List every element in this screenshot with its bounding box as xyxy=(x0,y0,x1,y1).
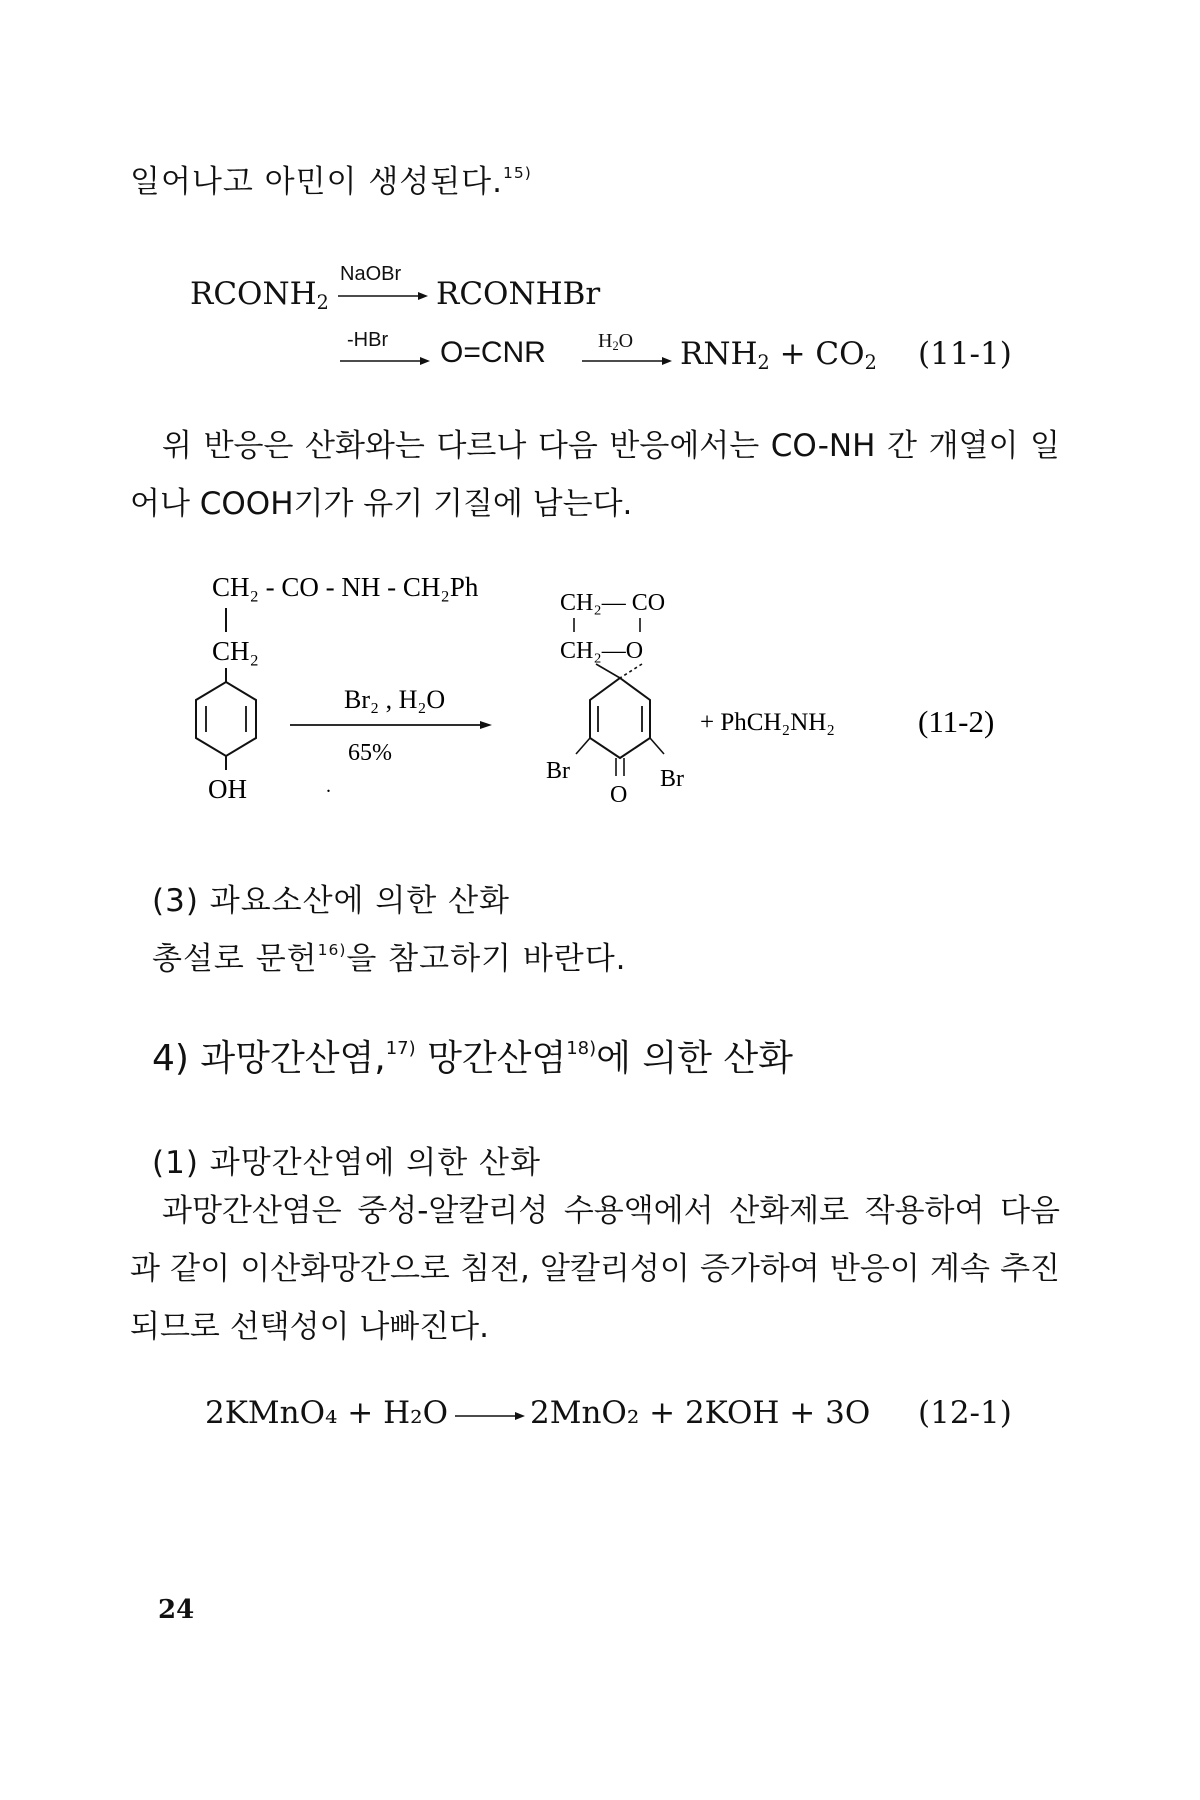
subsection-3-text xyxy=(152,933,627,978)
lactone-bottom-label: CH₂—O xyxy=(560,638,644,664)
heading-part3: 에 의한 산화 xyxy=(596,1038,793,1079)
product1-sub: 2 xyxy=(757,350,770,374)
eq11-1-arrow3-label xyxy=(598,330,633,354)
arrow-right-icon xyxy=(582,355,672,367)
sub3-text-before: 총설로 문헌 xyxy=(152,941,318,977)
reactant-sub: 2 xyxy=(316,290,329,314)
eq12-1-lhs: 2KMnO₄ + H₂O xyxy=(205,1395,448,1431)
paragraph-1 xyxy=(130,417,1060,533)
intro-text: 일어나고 아민이 생성된다. xyxy=(130,164,503,200)
reactant-text: RCONH xyxy=(190,276,317,312)
br-right-label: Br xyxy=(660,766,684,792)
bond-line xyxy=(596,664,620,678)
heading-part2: 망간산염 xyxy=(415,1038,567,1079)
subsection-1-heading: (1) 과망간산염에 의한 산화 xyxy=(152,1145,541,1181)
ref-17: 17) xyxy=(385,1037,416,1059)
eq11-1-arrow2-label: -HBr xyxy=(347,329,389,351)
dienone-ring xyxy=(590,678,650,758)
bond-line xyxy=(576,738,590,754)
eq11-1-arrow1-label: NaOBr xyxy=(340,263,402,285)
ref-16: 16) xyxy=(317,941,347,960)
benzene-ring xyxy=(196,682,256,756)
chain-ch2-label: CH₂ xyxy=(212,636,259,666)
intro-line xyxy=(130,156,532,201)
sub3-text-after: 을 참고하기 바란다. xyxy=(346,941,627,977)
eq11-1-reactant xyxy=(190,276,329,314)
eq11-1-number: (11-1) xyxy=(918,336,1012,372)
phenol-oh-label: OH xyxy=(208,774,247,804)
ref-15: 15) xyxy=(502,164,532,183)
eq12-1-number: (12-1) xyxy=(918,1395,1012,1431)
eq11-1-isocyanate: O=CNR xyxy=(440,336,546,369)
chain-top-label: CH₂ - CO - NH - CH₂Ph xyxy=(212,572,479,602)
section-4-heading xyxy=(152,1030,793,1081)
section-number: 4) xyxy=(152,1038,201,1079)
h-text: H xyxy=(598,330,613,352)
yield-label: 65% xyxy=(348,740,392,766)
arrow-right-icon xyxy=(338,290,428,302)
ref-18: 18) xyxy=(566,1037,597,1059)
product2: CO xyxy=(815,336,865,372)
ketone-o-label: O xyxy=(610,782,628,808)
subsection-3-heading: (3) 과요소산에 의한 산화 xyxy=(152,883,510,919)
arrow-head xyxy=(480,721,492,729)
plus-sign: + xyxy=(779,336,806,372)
lactone-top-label: CH₂— CO xyxy=(560,590,666,616)
eq11-2-number: (11-2) xyxy=(918,704,995,739)
reagent-label: Br₂ , H₂O xyxy=(344,685,446,714)
stray-dot: . xyxy=(326,775,331,797)
product2-sub: 2 xyxy=(864,350,877,374)
h-sub: 2 xyxy=(612,339,619,354)
eq12-1-rhs: 2MnO₂ + 2KOH + 3O xyxy=(530,1395,871,1431)
o-text: O xyxy=(618,330,634,352)
br-left-label: Br xyxy=(546,758,570,784)
arrow-right-icon xyxy=(455,1410,525,1422)
eq11-1-intermediate: RCONHBr xyxy=(436,276,601,312)
equation-11-2-diagram xyxy=(180,560,1080,850)
bond-line xyxy=(620,664,642,678)
heading-part1: 과망간산염, xyxy=(200,1038,386,1079)
eq11-1-products xyxy=(680,336,877,374)
page-number: 24 xyxy=(158,1595,195,1625)
paragraph-1-text: 위 반응은 산화와는 다르나 다음 반응에서는 CO-NH 간 개열이 일어나 COOH기가 유기 기질에 남는다. xyxy=(130,428,1060,522)
paragraph-2-text: 과망간산염은 중성-알칼리성 수용액에서 산화제로 작용하여 다음과 같이 이산화망간으로 침전, 알칼리성이 증가하여 반응이 계속 추진되므로 선택성이 나빠진다. xyxy=(130,1193,1060,1345)
bond-line xyxy=(650,738,664,754)
arrow-right-icon xyxy=(340,355,430,367)
coproduct-label: + PhCH₂NH₂ xyxy=(700,709,836,736)
paragraph-2 xyxy=(130,1182,1060,1356)
product1: RNH xyxy=(680,336,758,372)
